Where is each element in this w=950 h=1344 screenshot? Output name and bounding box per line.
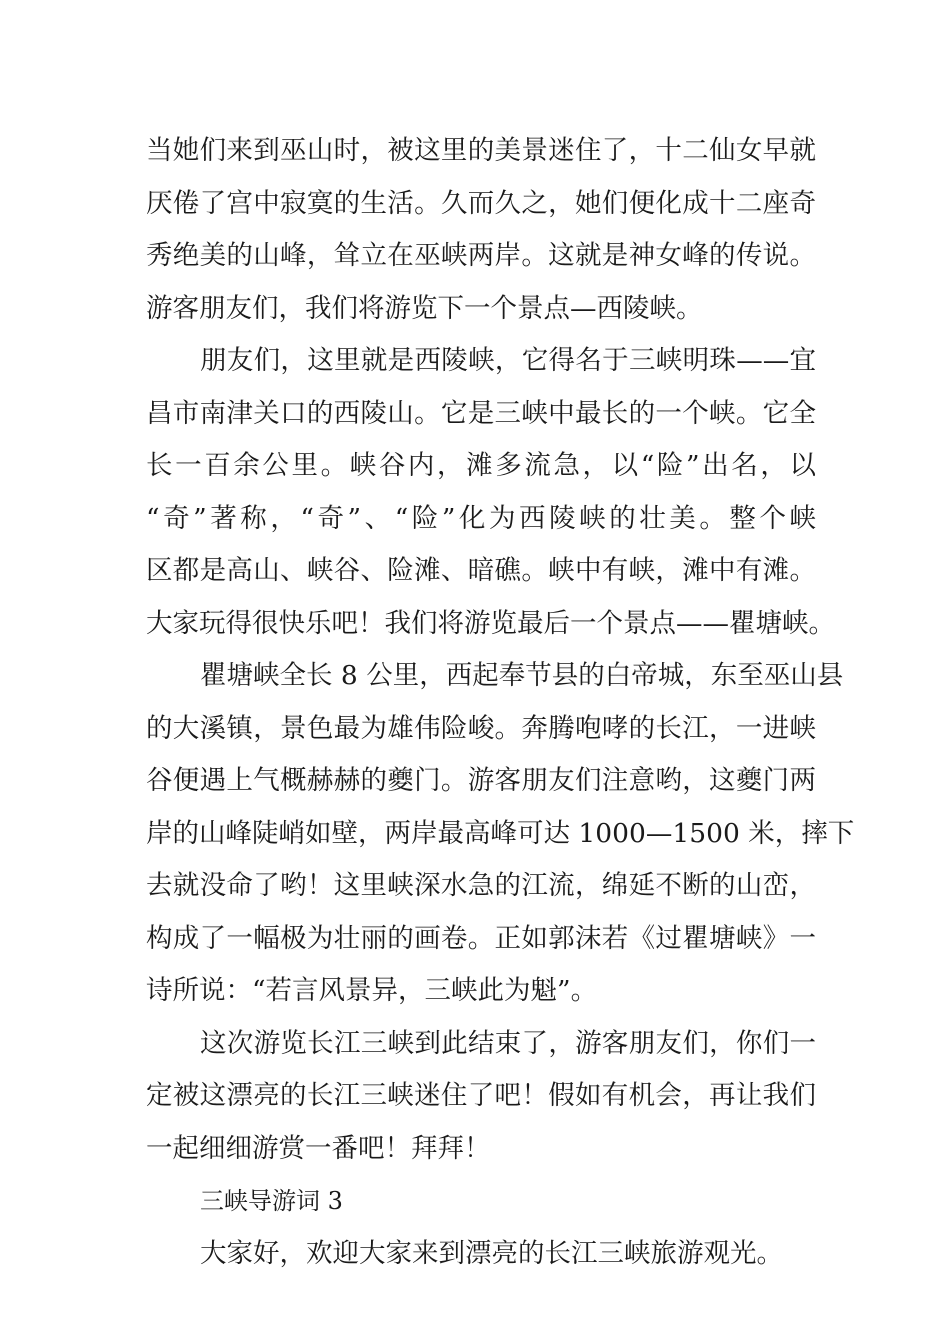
paragraph-line: 这次游览长江三峡到此结束了，游客朋友们，你们一 bbox=[200, 1027, 816, 1059]
paragraph-line: 当她们来到巫山时，被这里的美景迷住了，十二仙女早就 bbox=[146, 135, 816, 166]
paragraph-line: 大家好，欢迎大家来到漂亮的长江三峡旅游观光。 bbox=[200, 1237, 783, 1269]
paragraph-line: 瞿塘峡全长 8 公里，西起奉节县的白帝城，东至巫山县 bbox=[200, 660, 844, 691]
paragraph-line: 长一百余公里。峡谷内，滩多流急，以“险”出名，以 bbox=[146, 450, 816, 481]
paragraph-line: 诗所说：“若言风景异，三峡此为魁”。 bbox=[146, 975, 598, 1006]
section-heading: 三峡导游词 3 bbox=[200, 1187, 343, 1215]
paragraph-line: 游客朋友们，我们将游览下一个景点—西陵峡。 bbox=[146, 292, 703, 324]
paragraph-line: 秀绝美的山峰，耸立在巫峡两岸。这就是神女峰的传说。 bbox=[146, 240, 816, 271]
paragraph-line: 谷便遇上气概赫赫的夔门。游客朋友们注意哟，这夔门两 bbox=[146, 765, 816, 796]
paragraph-line: 大家玩得很快乐吧！我们将游览最后一个景点——瞿塘峡。 bbox=[146, 607, 835, 639]
paragraph-line: 岸的山峰陡峭如壁，两岸最高峰可达 1000—1500 米，摔下 bbox=[146, 817, 855, 849]
paragraph-line: 朋友们，这里就是西陵峡，它得名于三峡明珠——宜 bbox=[200, 345, 816, 376]
paragraph-line: 的大溪镇，景色最为雄伟险峻。奔腾咆哮的长江，一进峡 bbox=[146, 712, 816, 744]
paragraph-line: 构成了一幅极为壮丽的画卷。正如郭沫若《过瞿塘峡》一 bbox=[146, 922, 816, 954]
paragraph-line: 区都是高山、峡谷、险滩、暗礁。峡中有峡，滩中有滩。 bbox=[146, 555, 816, 586]
paragraph-line: 去就没命了哟！这里峡深水急的江流，绵延不断的山峦， bbox=[146, 870, 816, 901]
paragraph-line: 一起细细游赏一番吧！拜拜！ bbox=[146, 1132, 491, 1164]
paragraph-line: “奇”著称，“奇”、“险”化为西陵峡的壮美。整个峡 bbox=[146, 502, 816, 534]
body-text bbox=[146, 128, 855, 1283]
paragraph-line: 定被这漂亮的长江三峡迷住了吧！假如有机会，再让我们 bbox=[146, 1080, 816, 1111]
paragraph-line: 昌市南津关口的西陵山。它是三峡中最长的一个峡。它全 bbox=[146, 397, 816, 429]
paragraph-line: 厌倦了宫中寂寞的生活。久而久之，她们便化成十二座奇 bbox=[146, 187, 816, 219]
